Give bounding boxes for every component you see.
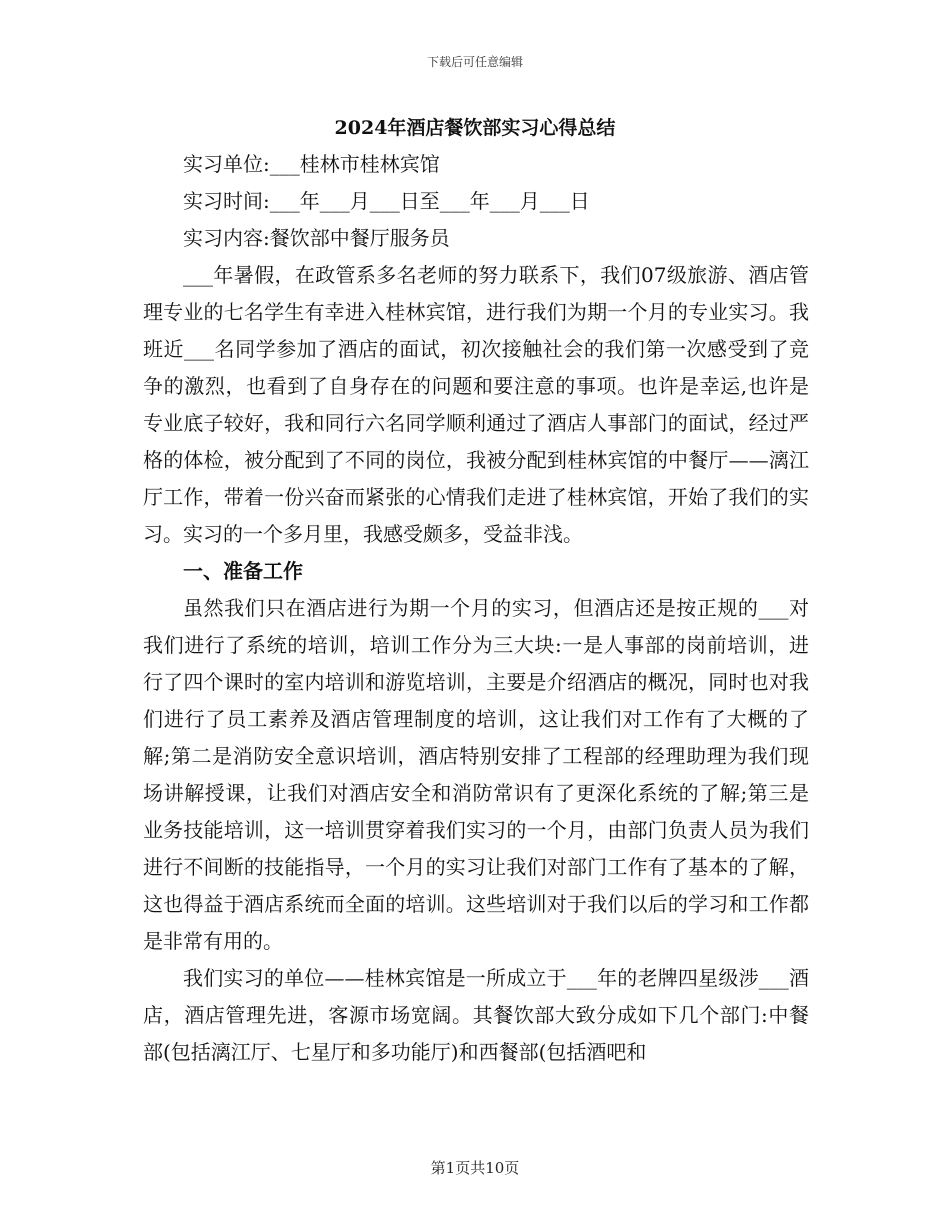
- document-body: [143, 146, 809, 1071]
- document-title: 2024年酒店餐饮部实习心得总结: [334, 117, 616, 139]
- page-header-note: 下载后可任意编辑: [426, 55, 523, 69]
- section-heading-preparation: 一、准备工作: [183, 559, 303, 583]
- page-footer-number: 第1页共10页: [430, 1159, 520, 1177]
- section-paragraph-training: 虽然我们只在酒店进行为期一个月的实习，但酒店还是按正规的___对我们进行了系统的培训，培训工作分为三大块:一是人事部的岗前培训，进行了四个课时的室内培训和游览培训，主要是介绍酒店的概况，同时也对我们进行了员工素养及酒店管理制度的培训，这让我们对工作有了大概的了解;第二是消防安全意识培训，酒店特别安排了工程部的经理助理为我们现场讲解授课，让我们对酒店安全和消防常识有了更深化系统的了解;第三是业务技能培训，这一培训贯穿着我们实习的一个月，由部门负责人员为我们进行不间断的技能指导，一个月的实习让我们对部门工作有了基本的了解，这也得益于酒店系统而全面的培训。这些培训对于我们以后的学习和工作都是非常有用的。: [143, 596, 809, 953]
- meta-line-time: 实习时间:___年___月___日至___年___月___日: [183, 189, 590, 213]
- meta-line-content: 实习内容:餐饮部中餐厅服务员: [183, 226, 450, 250]
- meta-line-unit: 实习单位:___桂林市桂林宾馆: [183, 152, 440, 176]
- intro-paragraph: ___年暑假，在政管系多名老师的努力联系下，我们07级旅游、酒店管理专业的七名学生有幸进入桂林宾馆，进行我们为期一个月的专业实习。我班近___名同学参加了酒店的面试，初次接触社会的我们第一次感受到了竞争的激烈，也看到了自身存在的问题和要注意的事项。也许是幸运,也许是专业底子较好，我和同行六名同学顺利通过了酒店人事部门的面试，经过严格的体检，被分配到了不同的岗位，我被分配到桂林宾馆的中餐厅——漓江厅工作，带着一份兴奋而紧张的心情我们走进了桂林宾馆，开始了我们的实习。实习的一个多月里，我感受颇多，受益非浅。: [143, 263, 809, 546]
- section-paragraph-hotel-info: 我们实习的单位——桂林宾馆是一所成立于___年的老牌四星级涉___酒店，酒店管理先进，客源市场宽阔。其餐饮部大致分成如下几个部门:中餐部(包括漓江厅、七星厅和多功能厅)和西餐部(包括酒吧和: [143, 966, 809, 1064]
